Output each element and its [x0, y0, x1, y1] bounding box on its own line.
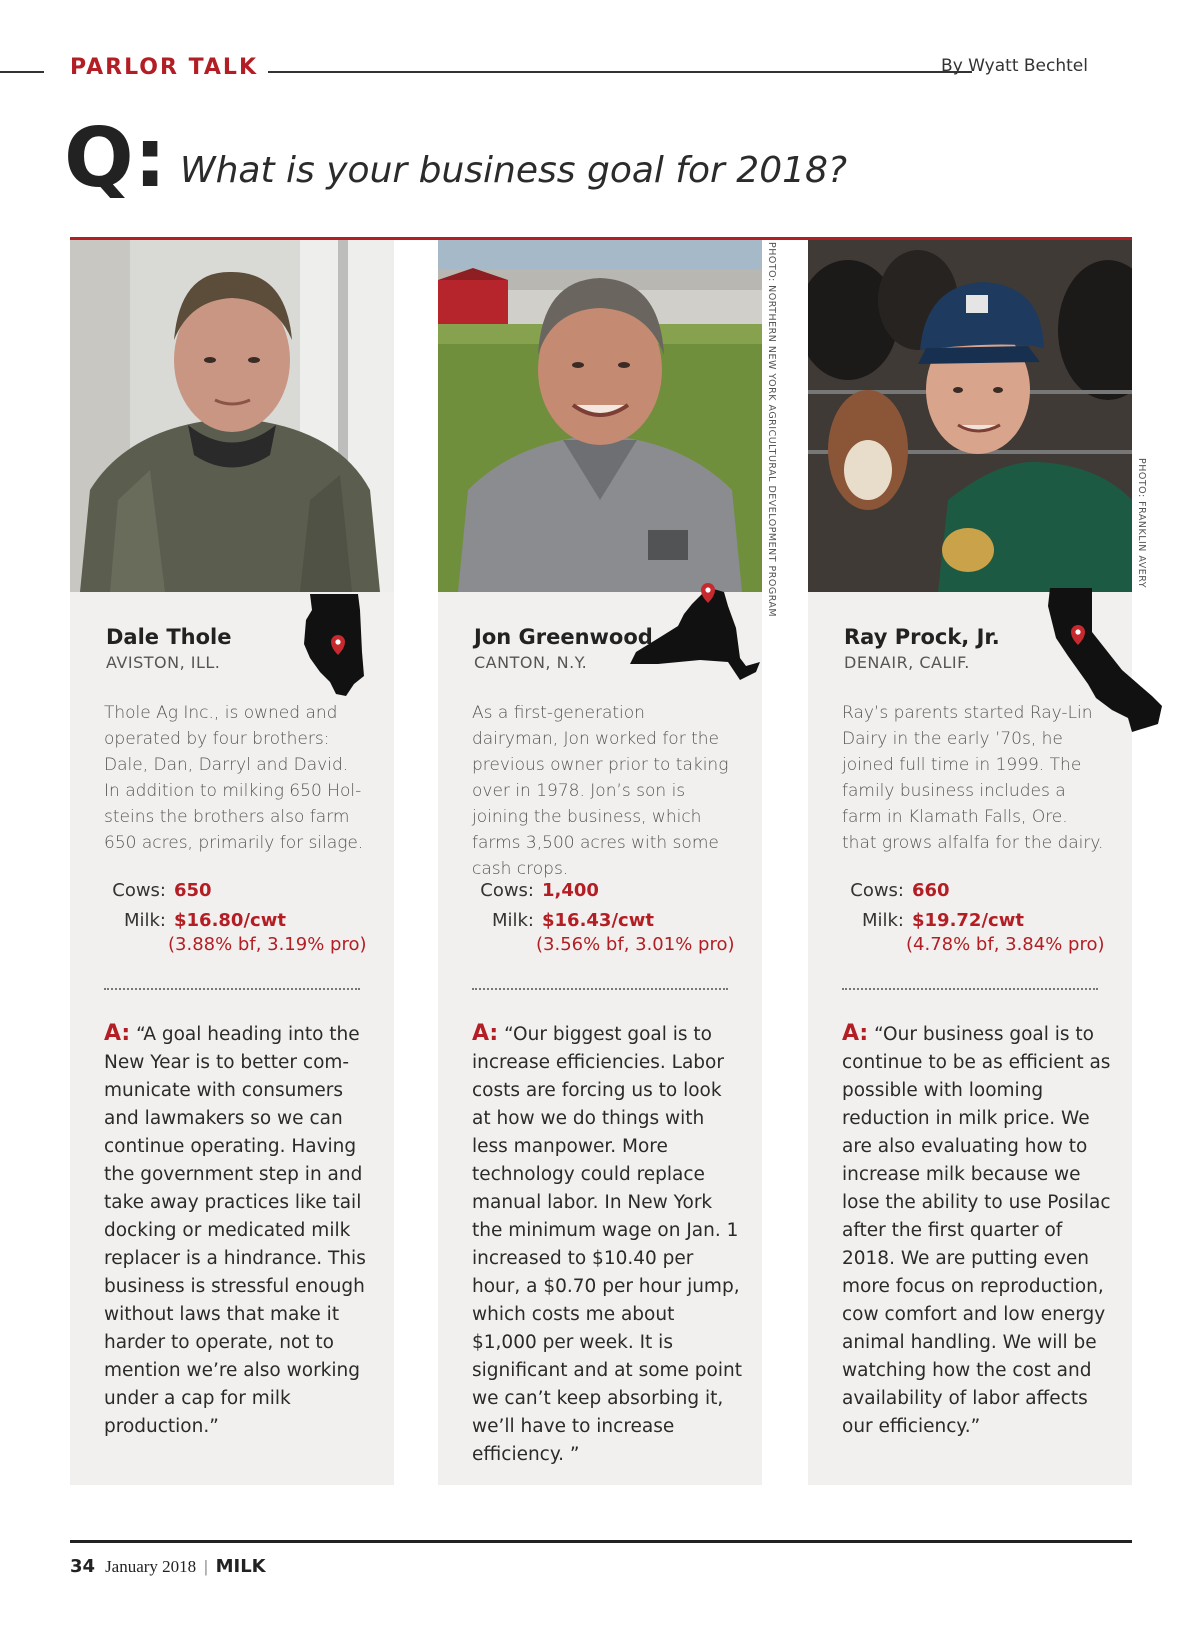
- footer-separator: |: [204, 1557, 208, 1576]
- portrait-photo-3: [808, 240, 1132, 592]
- header-rule-right: [268, 71, 972, 73]
- milk-price: $16.80/cwt: [174, 910, 286, 931]
- answer-label: A:: [472, 1021, 499, 1046]
- profile-location: AVISTON, ILL.: [106, 653, 221, 672]
- profile-bio: As a first-generation dairyman, Jon worked for the previous owner prior to taking over in 1978. Jon’s son is joining the business, which farms 3,500 acres with some cash crops.: [472, 703, 729, 879]
- profile-name: Jon Greenwood: [474, 625, 653, 649]
- photo-credit: PHOTO: FRANKLIN AVERY: [1136, 458, 1147, 589]
- page-number: 34: [70, 1556, 96, 1577]
- milk-label: Milk:: [491, 910, 534, 931]
- dotted-divider: [472, 988, 728, 990]
- profile-card-1: [70, 240, 394, 1485]
- profile-card-3: [808, 240, 1147, 1485]
- profile-answer: [104, 1020, 374, 1441]
- milk-price: $19.72/cwt: [912, 910, 1024, 931]
- profile-name: Dale Thole: [106, 625, 232, 649]
- milk-components: (3.88% bf, 3.19% pro): [168, 934, 367, 955]
- magazine-logo: MILK: [215, 1556, 266, 1577]
- footer-rule: [70, 1540, 1132, 1543]
- issue-date: January 2018: [105, 1557, 197, 1576]
- cows-label: Cows:: [112, 880, 166, 901]
- dotted-divider: [842, 988, 1098, 990]
- photo-credit: PHOTO: NORTHERN NEW YORK AGRICULTURAL DEVELOPMENT PROGRAM: [766, 242, 777, 618]
- answer-label: A:: [104, 1021, 131, 1046]
- cows-value: 660: [912, 880, 950, 901]
- cows-label: Cows:: [850, 880, 904, 901]
- profile-location: DENAIR, CALIF.: [844, 653, 970, 672]
- milk-price: $16.43/cwt: [542, 910, 654, 931]
- answer-text: “Our biggest goal is to increase efficiencies. Labor costs are forcing us to look at how we do things with less manpower. More technology could replace manual labor. In New York the minimum wage on Jan. 1 increased to $10.40 per hour, a $0.70 per hour jump, which costs me about $1,000 per week. It is significant and at some point we can’t keep absorbing it, we’ll have to increase efficiency. ”: [472, 1024, 742, 1465]
- header-rule-left: [0, 71, 44, 73]
- profile-location: CANTON, N.Y.: [474, 653, 588, 672]
- portrait-photo-1: [70, 240, 394, 592]
- milk-components: (3.56% bf, 3.01% pro): [536, 934, 735, 955]
- question-text: What is your business goal for 2018?: [180, 150, 848, 191]
- profile-stats: [842, 880, 1122, 955]
- section-title: PARLOR TALK: [70, 55, 258, 80]
- answer-label: A:: [842, 1021, 869, 1046]
- page-footer: [70, 1556, 266, 1577]
- profile-bio: Ray’s parents started Ray-Lin Dairy in the early ’70s, he joined full time in 1999. The family business includes a farm in Klamath Falls, Ore. that grows alfalfa for the dairy.: [842, 703, 1104, 853]
- profile-answer: [472, 1020, 742, 1469]
- new-york-map-icon: [628, 578, 764, 684]
- portrait-photo-2: [438, 240, 762, 592]
- milk-label: Milk:: [861, 910, 904, 931]
- dotted-divider: [104, 988, 360, 990]
- cows-value: 1,400: [542, 880, 599, 901]
- answer-text: “Our business goal is to continue to be as efficient as possible with looming reduction in milk price. We are also evaluating how to increase milk because we lose the ability to use Posilac after the first quarter of 2018. We are putting even more focus on reproduction, cow comfort and low energy animal handling. We will be watching how the cost and availability of labor affects our efficiency.”: [842, 1024, 1111, 1437]
- illinois-map-icon: [302, 590, 368, 698]
- profile-stats: [472, 880, 752, 955]
- question-label: Q:: [64, 111, 167, 206]
- byline: By Wyatt Bechtel: [941, 56, 1088, 76]
- profile-stats: [104, 880, 384, 955]
- profile-card-2: [438, 240, 777, 1485]
- profile-name: Ray Prock, Jr.: [844, 625, 1000, 649]
- milk-components: (4.78% bf, 3.84% pro): [906, 934, 1105, 955]
- cows-label: Cows:: [480, 880, 534, 901]
- profile-bio: Thole Ag Inc., is owned and operated by four brothers: Dale, Dan, Darryl and David. In addition to milking 650 Holsteins the brothers also farm 650 acres, primarily for silage.: [104, 703, 364, 853]
- cows-value: 650: [174, 880, 212, 901]
- milk-label: Milk:: [123, 910, 166, 931]
- answer-text: “A goal heading into the New Year is to better communicate with consumers and lawmakers so we can continue operating. Having the government step in and take away practices like tail docking or medicated milk replacer is a hindrance. This business is stressful enough without laws that make it harder to operate, not to mention we’re also working under a cap for milk production.”: [104, 1024, 366, 1437]
- profile-answer: [842, 1020, 1112, 1441]
